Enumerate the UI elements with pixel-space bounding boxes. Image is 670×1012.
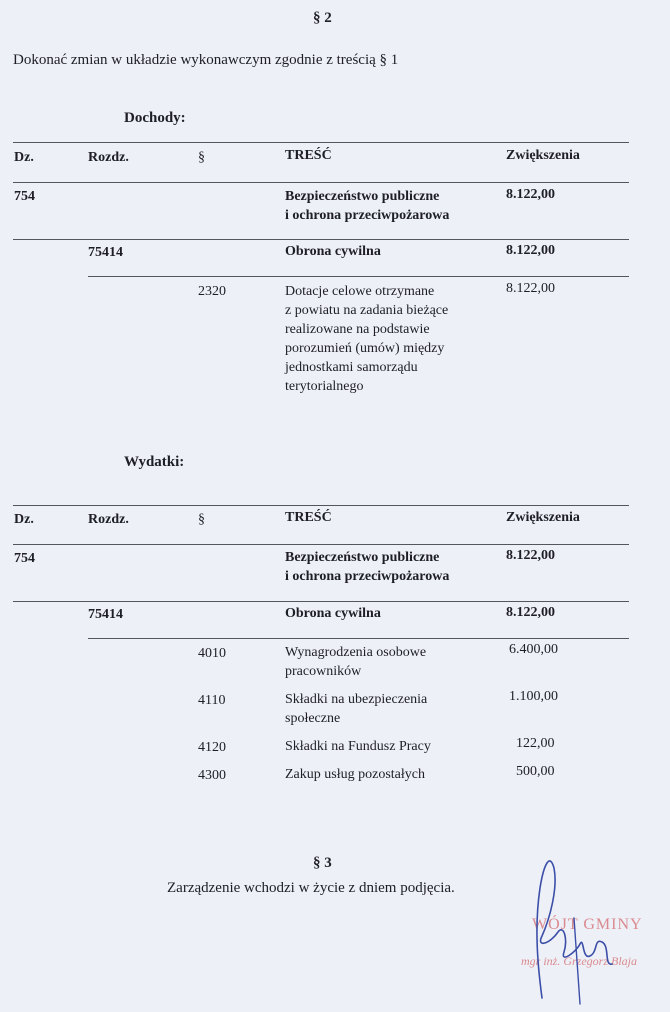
item-description-line: Dotacje celowe otrzymane xyxy=(285,284,435,299)
rozdzial-code: 75414 xyxy=(88,607,123,622)
item-paragraph: 2320 xyxy=(198,284,226,299)
item-description xyxy=(285,737,431,756)
dzial-name-line: Bezpieczeństwo publiczne xyxy=(285,550,440,565)
header-dz: Dz. xyxy=(14,512,34,527)
dzial-name xyxy=(285,548,449,586)
item-amount: 8.122,00 xyxy=(506,281,555,296)
section-3-title: § 3 xyxy=(313,855,332,871)
rozdzial-name: Obrona cywilna xyxy=(285,244,381,259)
header-rozdz: Rozdz. xyxy=(88,150,129,165)
item-description-line: Składki na ubezpieczenia xyxy=(285,692,428,707)
header-paragraph: § xyxy=(198,512,205,527)
header-tresc: TREŚĆ xyxy=(285,510,332,525)
table-top-rule xyxy=(13,142,629,143)
item-description-line: Zakup usług pozostałych xyxy=(285,767,425,782)
rozdzial-amount: 8.122,00 xyxy=(506,243,555,258)
dzial-name-line: Bezpieczeństwo publiczne xyxy=(285,189,440,204)
item-description-line: jednostkami samorządu xyxy=(285,360,418,375)
item-description-line: pracowników xyxy=(285,664,362,679)
dzial-amount: 8.122,00 xyxy=(506,187,555,202)
item-description xyxy=(285,282,448,396)
item-description-line: Składki na Fundusz Pracy xyxy=(285,739,431,754)
dzial-name-line: i ochrona przeciwpożarowa xyxy=(285,208,450,223)
dzial-name xyxy=(285,187,449,225)
item-paragraph: 4110 xyxy=(198,693,226,708)
dzial-amount: 8.122,00 xyxy=(506,548,555,563)
dzial-bottom-rule xyxy=(13,239,629,240)
table-top-rule xyxy=(13,505,629,506)
section-2-title: § 2 xyxy=(313,10,332,26)
header-bottom-rule xyxy=(13,544,629,545)
item-amount: 6.400,00 xyxy=(509,642,558,657)
header-paragraph: § xyxy=(198,150,205,165)
item-description-line: realizowane na podstawie xyxy=(285,322,430,337)
item-description-line: porozumień (umów) między xyxy=(285,341,445,356)
section-2-intro: Dokonać zmian w układzie wykonawczym zgodnie z treścią § 1 xyxy=(13,52,399,68)
item-description-line: z powiatu na zadania bieżące xyxy=(285,303,449,318)
signature-stroke xyxy=(574,918,580,1004)
dzial-code: 754 xyxy=(14,189,35,204)
item-amount: 1.100,00 xyxy=(509,689,558,704)
handwritten-signature xyxy=(520,848,640,1008)
item-description-line: społeczne xyxy=(285,711,341,726)
wydatki-label: Wydatki: xyxy=(124,454,185,470)
rozdzial-bottom-rule xyxy=(88,638,629,639)
header-bottom-rule xyxy=(13,182,629,183)
rozdzial-amount: 8.122,00 xyxy=(506,605,555,620)
item-description-line: Wynagrodzenia osobowe xyxy=(285,645,427,660)
section-3-text: Zarządzenie wchodzi w życie z dniem podjęcia. xyxy=(167,880,455,896)
rozdzial-code: 75414 xyxy=(88,245,123,260)
dochody-label: Dochody: xyxy=(124,110,186,126)
dzial-bottom-rule xyxy=(13,601,629,602)
header-dz: Dz. xyxy=(14,150,34,165)
header-zwiekszenia: Zwiększenia xyxy=(506,148,580,163)
item-paragraph: 4300 xyxy=(198,768,226,783)
item-description xyxy=(285,765,425,784)
official-stamp-name: mgr inż. Grzegorz Blaja xyxy=(521,954,638,968)
header-zwiekszenia: Zwiększenia xyxy=(506,510,580,525)
item-amount: 500,00 xyxy=(516,764,555,779)
rozdzial-bottom-rule xyxy=(88,276,629,277)
item-amount: 122,00 xyxy=(516,736,555,751)
item-paragraph: 4010 xyxy=(198,646,226,661)
rozdzial-name: Obrona cywilna xyxy=(285,606,381,621)
header-tresc: TREŚĆ xyxy=(285,148,332,163)
item-description-line: terytorialnego xyxy=(285,379,364,394)
header-rozdz: Rozdz. xyxy=(88,512,129,527)
item-paragraph: 4120 xyxy=(198,740,226,755)
official-stamp-title: WÓJT GMINY xyxy=(532,916,643,933)
item-description xyxy=(285,690,427,728)
item-description xyxy=(285,643,426,681)
dzial-name-line: i ochrona przeciwpożarowa xyxy=(285,569,450,584)
dzial-code: 754 xyxy=(14,551,35,566)
